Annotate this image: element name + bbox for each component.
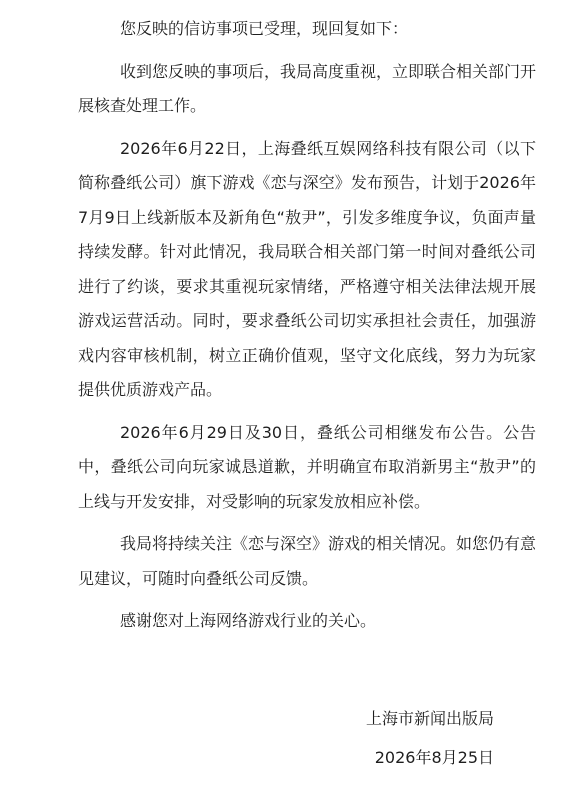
paragraph-thanks: 感谢您对上海网络游戏行业的关心。 [120,611,377,630]
paragraph-incident: 2026年6月22日，上海叠纸互娱网络科技有限公司（以下简称叠纸公司）旗下游戏《恋与深空》发布预告，计划于2026年7月9日上线新版本及新角色“敖尹”，引发多维度争议，负面声量持续发酵。针对此情况，我局联合相关部门第一时间对叠纸公司进行了约谈，要求其重视玩家情绪，严格遵守相关法律法规开展游戏运营活动。同时，要求叠纸公司切实承担社会责任，加强游戏内容审核机制，树立正确价值观，坚守文化底线，努力为玩家提供优质游戏产品。 [78,138,536,399]
paragraph-announcement: 2026年6月29日及30日，叠纸公司相继发布公告。公告中，叠纸公司向玩家诚恳道歉，并明确宣布取消新男主“敖尹”的上线与开发安排，对受影响的玩家发放相应补偿。 [78,422,536,511]
signature-organization: 上海市新闻出版局 [365,709,494,728]
signature-date: 2026年8月25日 [374,748,494,767]
paragraph-followup: 我局将持续关注《恋与深空》游戏的相关情况。如您仍有意见建议，可随时向叠纸公司反馈。 [78,534,537,588]
paragraph-receipt: 收到您反映的事项后，我局高度重视，立即联合相关部门开展核查处理工作。 [78,61,537,115]
paragraph-opening: 您反映的信访事项已受理，现回复如下： [120,19,409,38]
